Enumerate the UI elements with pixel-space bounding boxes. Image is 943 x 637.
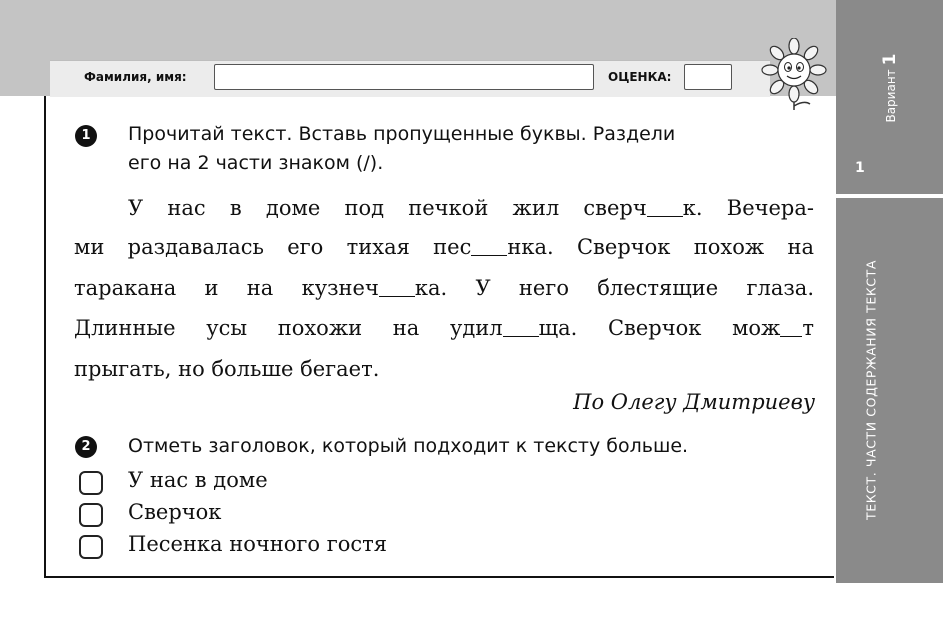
text-line-5: прыгать, но больше бегает. [74, 357, 380, 381]
text-line-2: ми раздавалась его тихая пес нка. Сверчок похож на [74, 235, 815, 259]
text-line-1: У нас в доме под печкой жил сверч к. Вечера- [128, 196, 814, 220]
option-label-1: У нас в доме [128, 468, 268, 492]
name-field[interactable] [214, 64, 594, 90]
task-number-1: 1 [75, 125, 97, 147]
task1-instruction-line2: его на 2 части знаком (/). [128, 152, 384, 174]
grade-field[interactable] [684, 64, 732, 90]
grade-label: ОЦЕНКА: [608, 70, 672, 84]
option-checkbox-1[interactable] [79, 471, 103, 495]
text-line-3: таракана и на кузнеч ка. У него блестящие глаза. [74, 276, 815, 300]
variant-label: Вариант1 [880, 53, 900, 123]
name-label: Фамилия, имя: [84, 70, 187, 84]
page-number: 1 [855, 160, 865, 176]
sidebar-divider [836, 194, 943, 198]
letter-gap[interactable] [379, 286, 415, 297]
section-title: ТЕКСТ. ЧАСТИ СОДЕРЖАНИЯ ТЕКСТА [863, 259, 879, 521]
letter-gap[interactable] [503, 326, 539, 337]
task-number-2: 2 [75, 436, 97, 458]
letter-gap[interactable] [471, 245, 507, 256]
letter-gap[interactable] [647, 206, 683, 217]
option-checkbox-3[interactable] [79, 535, 103, 559]
option-label-2: Сверчок [128, 500, 222, 524]
variant-number: 1 [880, 53, 900, 66]
text-author: По Олегу Дмитриеву [573, 390, 815, 414]
text-line-4: Длинные усы похожи на удил ща. Сверчок мож т [74, 316, 814, 340]
option-checkbox-2[interactable] [79, 503, 103, 527]
task2-instruction: Отметь заголовок, который подходит к тексту больше. [128, 435, 689, 457]
task1-instruction-line1: Прочитай текст. Вставь пропущенные буквы. Раздели [128, 123, 676, 145]
option-label-3: Песенка ночного гостя [128, 532, 388, 556]
letter-gap[interactable] [780, 326, 802, 337]
